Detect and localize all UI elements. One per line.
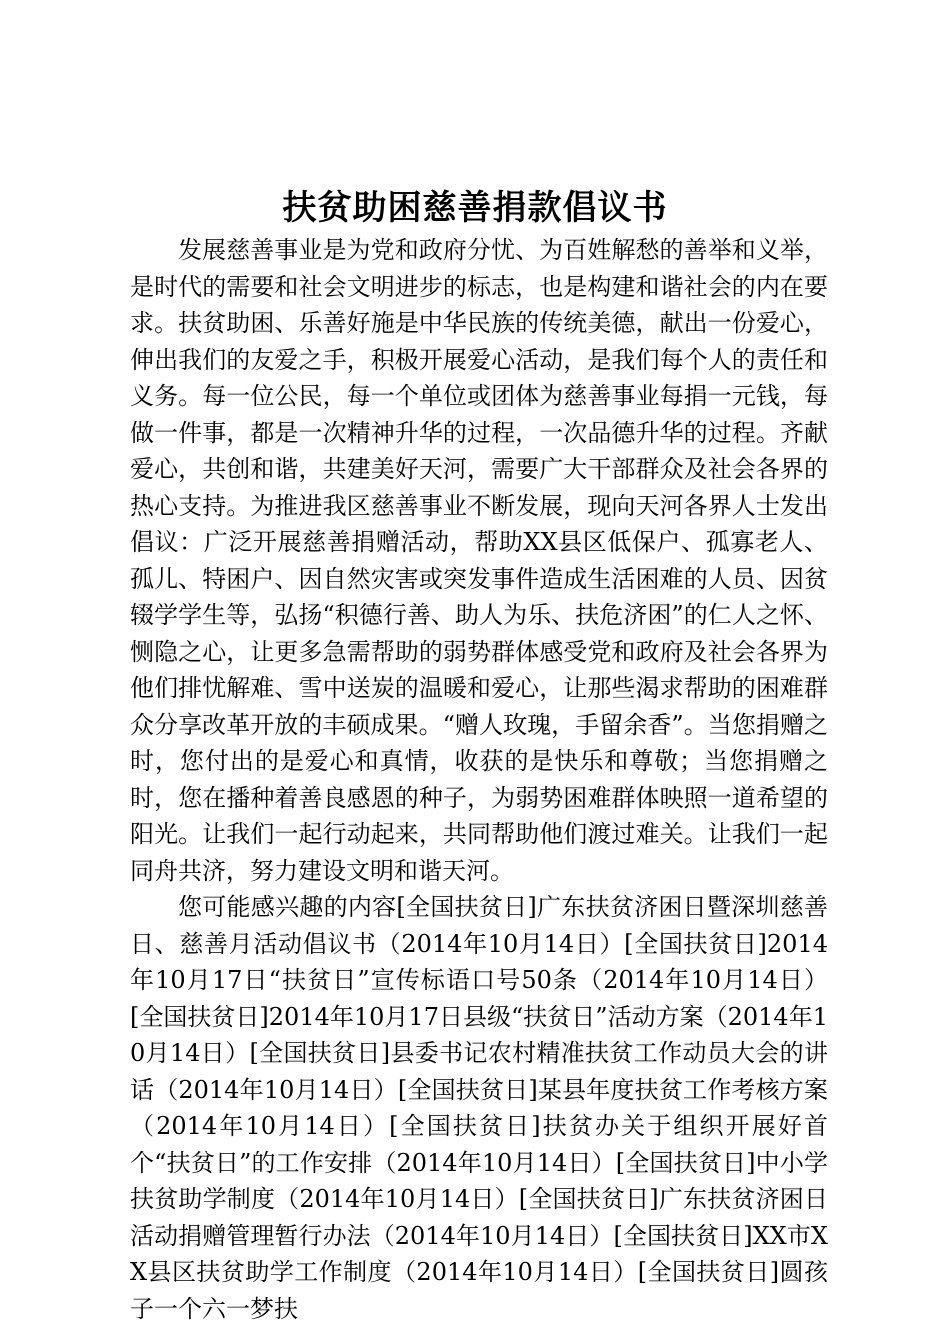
paragraph-proposal: 发展慈善事业是为党和政府分忧、为百姓解愁的善举和义举，是时代的需要和社会文明进步的标志，也是构建和谐社会的内在要求。扶贫助困、乐善好施是中华民族的传统美德，献出一份爱心，伸出我们的友爱之手，积极开展爱心活动，是我们每个人的责任和义务。每一位公民，每一个单位或团体为慈善事业每捐一元钱，每做一件事，都是一次精神升华的过程，一次品德升华的过程。齐献爱心，共创和谐，共建美好天河，需要广大干部群众及社会各界的热心支持。为推进我区慈善事业不断发展，现向天河各界人士发出倡议：广泛开展慈善捐赠活动，帮助XX县区低保户、孤寡老人、孤儿、特困户、因自然灾害或突发事件造成生活困难的人员、因贫辍学学生等，弘扬“积德行善、助人为乐、扶危济困”的仁人之怀、恻隐之心，让更多急需帮助的弱势群体感受党和政府及社会各界为他们排忧解难、雪中送炭的温暖和爱心，让那些渴求帮助的困难群众分享改革开放的丰硕成果。“赠人玫瑰，手留余香”。当您捐赠之时，您付出的是爱心和真情，收获的是快乐和尊敬；当您捐赠之时，您在播种着善良感恩的种子，为弱势困难群体映照一道希望的阳光。让我们一起行动起来，共同帮助他们渡过难关。让我们一起同舟共济，努力建设文明和谐天河。 xyxy=(130,236,828,885)
paragraph-related-content: 您可能感兴趣的内容[全国扶贫日]广东扶贫济困日暨深圳慈善日、慈善月活动倡议书（2014年10月14日）[全国扶贫日]2014年10月17日“扶贫日”宣传标语口号50条（2014年10月14日）[全国扶贫日]2014年10月17日县级“扶贫日”活动方案（2014年10月14日）[全国扶贫日]县委书记农村精准扶贫工作动员大会的讲话（2014年10月14日）[全国扶贫日]某县年度扶贫工作考核方案（2014年10月14日）[全国扶贫日]扶贫办关于组织开展好首个“扶贫日”的工作安排（2014年10月14日）[全国扶贫日]中小学扶贫助学制度（2014年10月14日）[全国扶贫日]广东扶贫济困日活动捐赠管理暂行办法（2014年10月14日）[全国扶贫日]XX市XX县区扶贫助学工作制度（2014年10月14日）[全国扶贫日]圆孩子一个六一梦扶 xyxy=(130,893,828,1323)
document-title: 扶贫助困慈善捐款倡议书 xyxy=(282,188,668,228)
document-body xyxy=(130,232,828,1327)
